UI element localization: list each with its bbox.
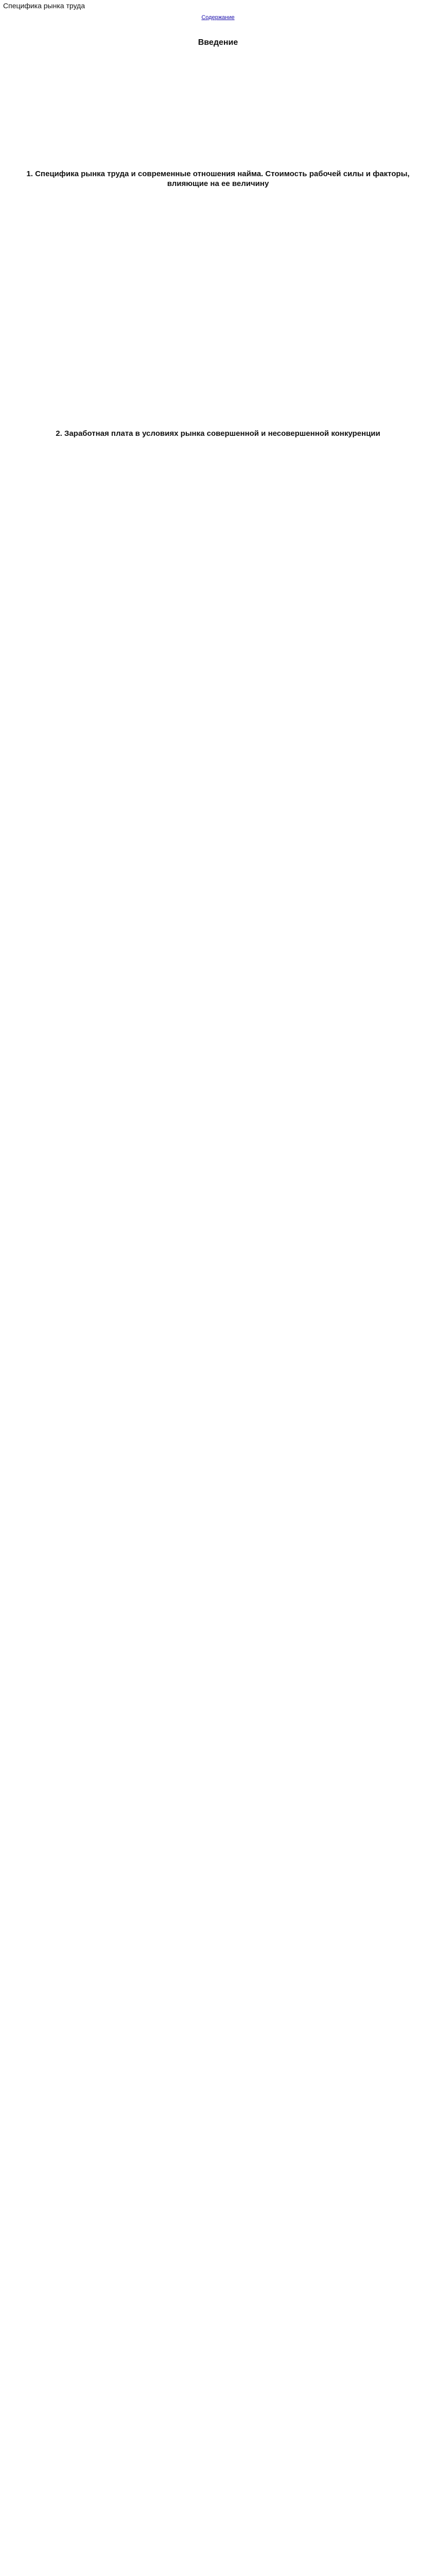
- paragraph: [3, 139, 433, 147]
- paragraph: [3, 258, 433, 265]
- paragraph: [3, 329, 433, 336]
- paragraph: [3, 115, 433, 123]
- document-header: [3, 0, 433, 11]
- paragraph: [3, 387, 433, 395]
- paragraph: [3, 567, 433, 575]
- paragraph: [3, 57, 433, 64]
- paragraph: [3, 497, 433, 504]
- paragraph: [3, 305, 433, 313]
- paragraph: [3, 461, 433, 469]
- paragraph: [3, 211, 433, 218]
- paragraph: [3, 199, 433, 207]
- paragraph: [3, 614, 433, 622]
- paragraph: [3, 555, 433, 563]
- document-title: Специфика рынка труда: [3, 2, 85, 10]
- paragraph: [3, 449, 433, 457]
- paragraph: [3, 340, 433, 348]
- paragraph: [3, 317, 433, 325]
- paragraph: [3, 223, 433, 230]
- paragraph: [3, 69, 433, 76]
- toc-link[interactable]: Содержание: [201, 14, 235, 21]
- paragraph: [3, 127, 433, 135]
- paragraph: [3, 544, 433, 551]
- paragraph: [3, 92, 433, 100]
- paragraph: [3, 626, 433, 634]
- paragraph: [3, 508, 433, 516]
- chapter-2-heading: 2. Заработная плата в условиях рынка совершенной и несовершенной конкуренции: [56, 429, 380, 438]
- chapter-1-heading: 1. Специфика рынка труда и современные отношения найма. Стоимость рабочей силы и факторы, влияющие на ее величину: [26, 169, 410, 188]
- chapter-1-body: [3, 199, 433, 406]
- paragraph: [3, 352, 433, 360]
- paragraph: [3, 376, 433, 383]
- paragraph: [3, 638, 433, 646]
- intro-heading: Введение: [198, 38, 238, 47]
- paragraph: [3, 246, 433, 254]
- paragraph: [3, 590, 433, 598]
- paragraph: [3, 650, 433, 657]
- paragraph: [3, 579, 433, 586]
- paragraph: [3, 234, 433, 242]
- paragraph: [3, 602, 433, 610]
- paragraph: [3, 293, 433, 301]
- paragraph: [3, 80, 433, 88]
- paragraph: [3, 104, 433, 111]
- paragraph: [3, 364, 433, 371]
- paragraph: [3, 520, 433, 528]
- paragraph: [3, 473, 433, 481]
- chapter-2-body: [3, 449, 433, 657]
- paragraph: [3, 532, 433, 539]
- paragraph: [3, 269, 433, 277]
- intro-body: [3, 57, 433, 147]
- paragraph: [3, 281, 433, 289]
- paragraph: [3, 485, 433, 493]
- paragraph: [3, 399, 433, 407]
